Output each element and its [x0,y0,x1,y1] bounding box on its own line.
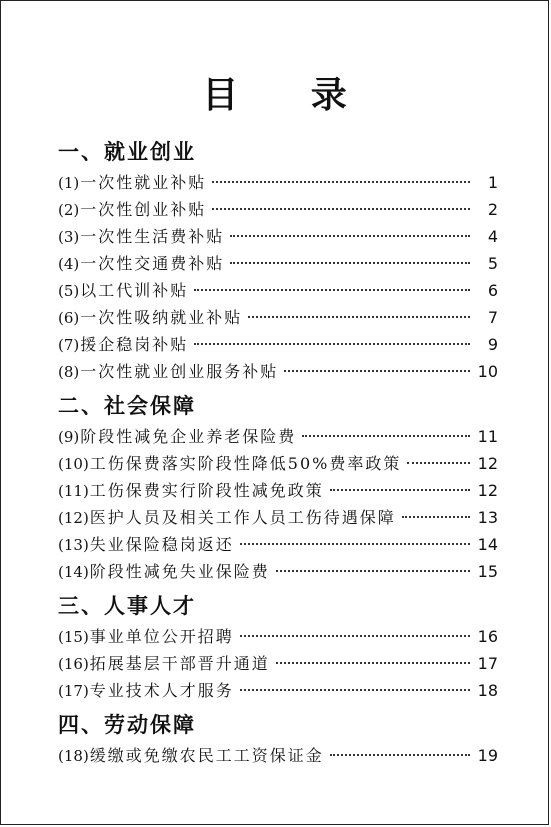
entry-title: 缓缴或免缴农民工工资保证金 [89,746,324,765]
toc-entry[interactable] [58,558,498,585]
dot-leader [194,343,470,345]
entry-number: (3) [58,228,80,246]
toc-entry[interactable] [58,742,498,769]
entry-title: 一次性吸纳就业补贴 [80,308,243,327]
entry-title: 失业保险稳岗返还 [89,535,234,554]
entry-title: 一次性交通费补贴 [80,254,225,273]
entry-title: 一次性生活费补贴 [80,227,225,246]
toc-entry[interactable] [58,169,498,196]
entry-number: (16) [58,655,89,673]
entry-page-number: 15 [477,562,498,581]
dot-leader [212,181,470,183]
entry-title: 一次性创业补贴 [80,200,207,219]
dot-leader [240,635,470,637]
dot-leader [302,435,470,437]
dot-leader [230,262,470,264]
entry-title: 医护人员及相关工作人员工伤待遇保障 [89,508,396,527]
entry-number: (13) [58,536,89,554]
entry-title: 拓展基层干部晋升通道 [89,654,270,673]
dot-leader [240,543,470,545]
dot-leader [248,316,470,318]
toc-section [58,389,498,585]
entry-title: 援企稳岗补贴 [80,335,189,354]
entry-page-number: 14 [477,535,498,554]
dot-leader [212,208,470,210]
entry-page-number: 5 [487,254,498,273]
entry-number: (1) [58,174,80,192]
toc-section [58,589,498,704]
entry-number: (8) [58,363,80,381]
page-title: 目 录 [202,75,377,116]
entry-number: (2) [58,201,80,219]
dot-leader [402,516,470,518]
toc-entry[interactable] [58,358,498,385]
dot-leader [276,570,470,572]
toc-entry[interactable] [58,650,498,677]
dot-leader [330,754,470,756]
entry-page-number: 17 [477,654,498,673]
table-of-contents [58,131,498,769]
dot-leader [240,689,470,691]
section-heading: 二、社会保障 [58,394,196,418]
entry-title: 事业单位公开招聘 [89,627,234,646]
entry-page-number: 12 [477,454,498,473]
dot-leader [407,462,470,464]
entry-number: (11) [58,482,89,500]
entry-title: 一次性就业创业服务补贴 [80,362,279,381]
entry-page-number: 2 [487,200,498,219]
entry-page-number: 1 [487,173,498,192]
toc-entry[interactable] [58,223,498,250]
toc-entry[interactable] [58,450,498,477]
entry-page-number: 13 [477,508,498,527]
dot-leader [284,370,470,372]
entry-title: 工伤保费实行阶段性减免政策 [89,481,324,500]
toc-entry[interactable] [58,196,498,223]
toc-entry[interactable] [58,531,498,558]
toc-entry[interactable] [58,677,498,704]
entry-page-number: 4 [487,227,498,246]
toc-entry[interactable] [58,304,498,331]
entry-page-number: 16 [477,627,498,646]
entry-number: (6) [58,309,80,327]
entry-page-number: 19 [477,746,498,765]
dot-leader [194,289,470,291]
entry-title: 一次性就业补贴 [80,173,207,192]
entry-number: (15) [58,628,89,646]
entry-number: (18) [58,747,89,765]
entry-title: 阶段性减免失业保险费 [89,562,270,581]
toc-section [58,135,498,385]
entry-number: (9) [58,428,80,446]
entry-page-number: 11 [477,427,498,446]
entry-title: 专业技术人才服务 [89,681,234,700]
section-heading: 一、就业创业 [58,140,196,164]
entry-number: (12) [58,509,89,527]
toc-entry[interactable] [58,423,498,450]
entry-page-number: 7 [487,308,498,327]
entry-number: (7) [58,336,80,354]
entry-number: (14) [58,563,89,581]
entry-page-number: 12 [477,481,498,500]
toc-entry[interactable] [58,250,498,277]
toc-entry[interactable] [58,331,498,358]
toc-section [58,708,498,769]
toc-entry[interactable] [58,277,498,304]
toc-entry[interactable] [58,477,498,504]
entry-page-number: 6 [487,281,498,300]
entry-page-number: 18 [477,681,498,700]
section-heading: 四、劳动保障 [58,713,196,737]
entry-number: (4) [58,255,80,273]
entry-title: 工伤保费落实阶段性降低50%费率政策 [89,454,402,473]
toc-entry[interactable] [58,504,498,531]
entry-number: (5) [58,282,80,300]
section-heading: 三、人事人才 [58,594,196,618]
entry-number: (17) [58,682,89,700]
dot-leader [276,662,470,664]
entry-title: 阶段性减免企业养老保险费 [80,427,297,446]
toc-entry[interactable] [58,623,498,650]
entry-title: 以工代训补贴 [80,281,189,300]
dot-leader [230,235,470,237]
entry-page-number: 9 [487,335,498,354]
dot-leader [330,489,470,491]
entry-number: (10) [58,455,89,473]
entry-page-number: 10 [477,362,498,381]
